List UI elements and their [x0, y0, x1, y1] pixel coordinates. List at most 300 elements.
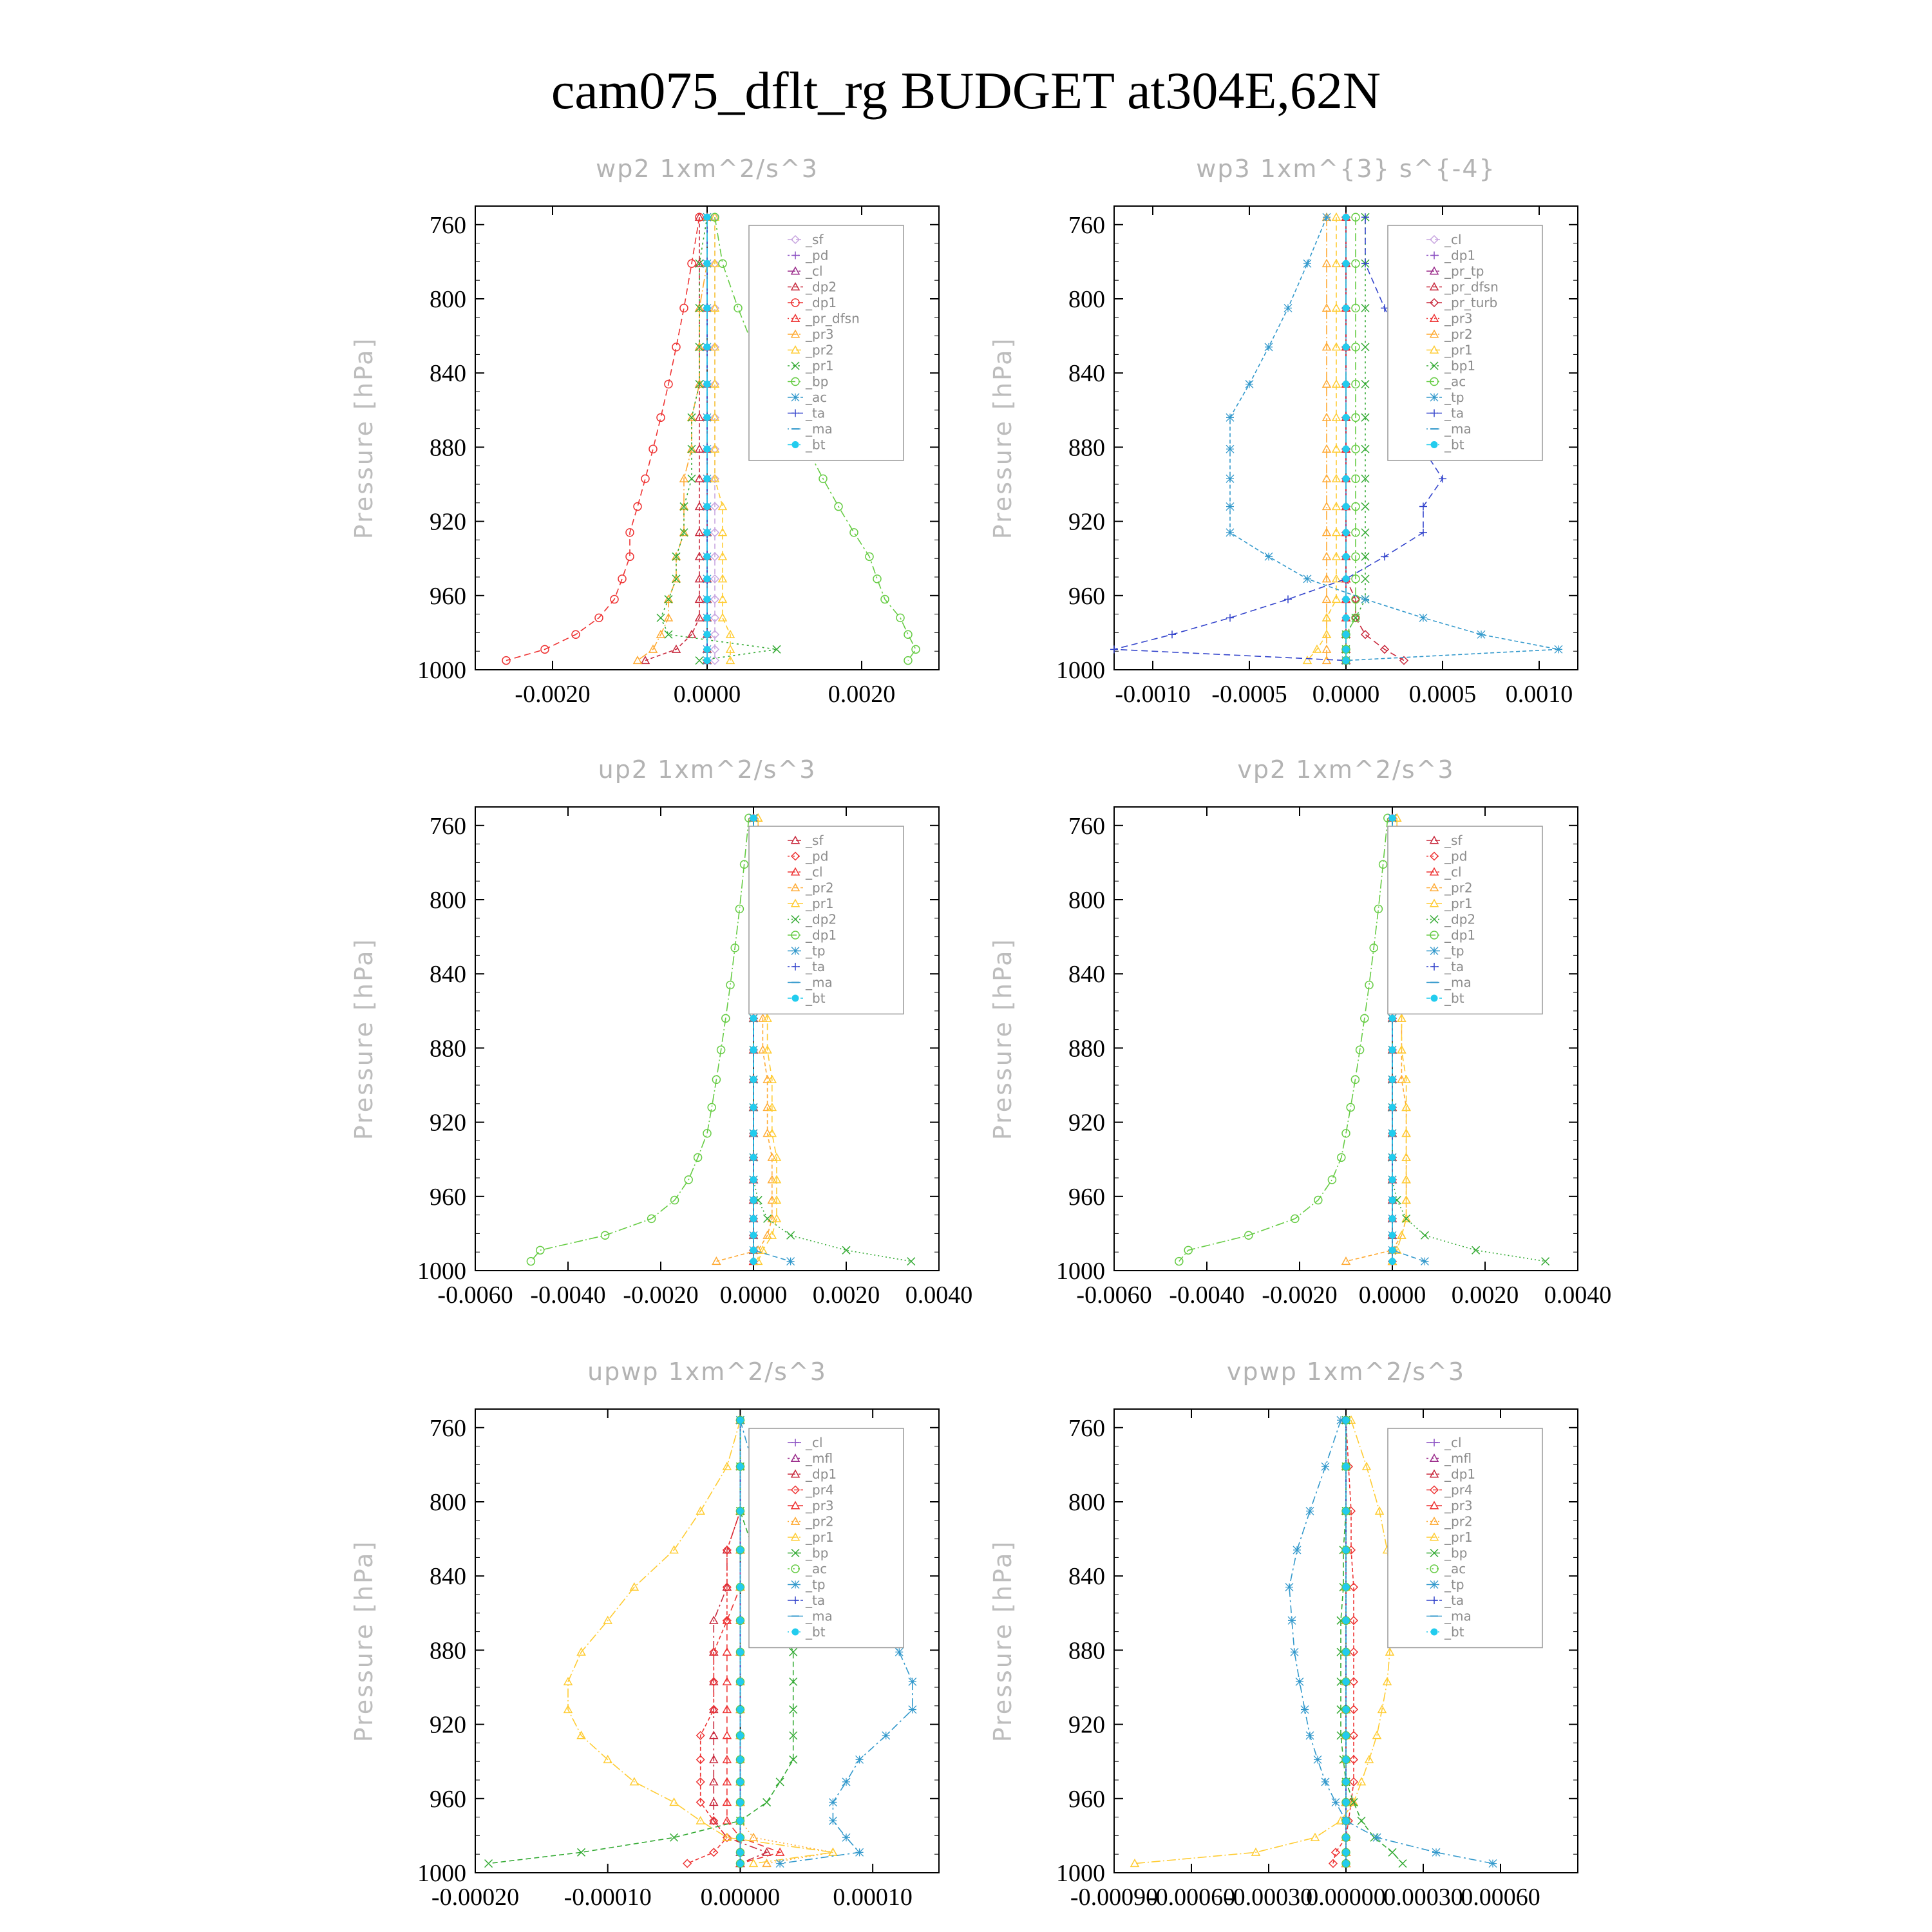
legend-label-ta: _ta: [806, 405, 826, 421]
legend-label-pr2: _pr2: [806, 342, 834, 358]
series-point-bt: [750, 1258, 757, 1265]
series-point-bt: [704, 529, 710, 536]
legend-label-cl: _cl: [806, 864, 823, 880]
series-point-bt: [704, 596, 710, 603]
x-tick-label: -0.00090: [1070, 1884, 1159, 1911]
x-tick-label: 0.00030: [1383, 1884, 1463, 1911]
panel-title: wp3 1xm^{3} s^{-4}: [1196, 155, 1496, 183]
series-point-bt: [737, 1779, 743, 1785]
series-point-bt: [1343, 414, 1349, 421]
legend-label-dp1: _dp1: [806, 1466, 837, 1482]
y-tick-label: 960: [430, 1785, 466, 1813]
series-point-bt: [1343, 475, 1349, 482]
series-point-bt: [737, 1417, 743, 1423]
legend-marker: [1430, 947, 1438, 955]
series-point-bt: [704, 214, 710, 220]
legend-label-pr-dfsn: _pr_dfsn: [1444, 279, 1499, 295]
x-tick-label: -0.0010: [1115, 681, 1191, 708]
legend-label-pd: _pd: [806, 848, 829, 864]
legend-label-ac: _ac: [806, 390, 828, 405]
series-point-bt: [1389, 1015, 1396, 1021]
series-point-tp: [1306, 1507, 1314, 1515]
series-point-bt: [1343, 260, 1349, 267]
x-tick-label: 0.00060: [1461, 1884, 1540, 1911]
legend-label-ma: _ma: [806, 974, 833, 990]
series-point-bt: [1343, 576, 1349, 582]
y-tick-label: 880: [1068, 434, 1105, 462]
legend-label-dp2: _dp2: [806, 911, 837, 927]
series-point-bt: [1389, 815, 1396, 821]
x-tick-label: 0.0010: [1505, 681, 1573, 708]
series-point-tp: [1555, 645, 1562, 653]
y-tick-label: 760: [430, 211, 466, 239]
legend-marker: [791, 947, 799, 955]
legend-label-bt: _bt: [1444, 1624, 1464, 1640]
series-point-bt: [1343, 1649, 1349, 1655]
legend: [749, 225, 904, 460]
series-point-bt: [1343, 1417, 1349, 1423]
x-tick-label: 0.0040: [1544, 1282, 1612, 1309]
y-tick-label: 1000: [1056, 1860, 1105, 1887]
series-point-tp: [1332, 1799, 1340, 1806]
series-point-tp: [1226, 503, 1234, 511]
series-point-bt: [750, 815, 757, 821]
series-point-tp: [909, 1706, 916, 1714]
x-tick-label: 0.0000: [673, 681, 741, 708]
series-point-bt: [737, 1756, 743, 1763]
series-point-bt: [1389, 1258, 1396, 1265]
legend-label-bp1: _bp1: [1444, 358, 1476, 374]
series-point-bt: [750, 1104, 757, 1111]
series-point-bt: [704, 305, 710, 311]
series-point-bt: [737, 1508, 743, 1514]
legend-label-pr3: _pr3: [1444, 1498, 1473, 1513]
series-point-bt: [1343, 305, 1349, 311]
series-point-bt: [1343, 1861, 1349, 1867]
legend-label-pr1: _pr1: [1444, 1530, 1473, 1545]
x-tick-label: 0.0020: [1451, 1282, 1519, 1309]
y-tick-label: 1000: [417, 1258, 466, 1285]
series-point-bt: [1343, 596, 1349, 603]
y-tick-label: 840: [430, 961, 466, 989]
y-tick-label: 800: [1068, 286, 1105, 313]
series-point-tp: [856, 1848, 864, 1856]
legend-label-pr-turb: _pr_turb: [1444, 295, 1498, 310]
series-point-tp: [1321, 1778, 1329, 1786]
x-tick-label: -0.0040: [530, 1282, 606, 1309]
y-tick-label: 920: [430, 1711, 466, 1739]
series-point-bt: [1343, 529, 1349, 536]
series-point-bt: [750, 1215, 757, 1222]
series-point-tp: [1303, 260, 1311, 267]
series-point-bt: [1343, 1799, 1349, 1806]
series-point-tp: [1288, 1616, 1296, 1624]
legend-label-pr3: _pr3: [1444, 310, 1473, 327]
legend-marker: [792, 1629, 799, 1635]
series-point-bt: [737, 1584, 743, 1590]
panel-title: up2 1xm^2/s^3: [598, 755, 817, 784]
legend-label-ma: _ma: [806, 1608, 833, 1624]
series-point-bt: [750, 1197, 757, 1204]
legend-marker: [1431, 1629, 1437, 1635]
y-tick-label: 920: [1068, 1711, 1105, 1739]
series-point-bt: [1389, 1247, 1396, 1253]
legend-marker: [791, 1581, 799, 1589]
legend-marker: [791, 393, 799, 401]
legend-label-bt: _bt: [806, 437, 826, 453]
series-point-tp: [1303, 575, 1311, 583]
x-tick-label: -0.00030: [1224, 1884, 1313, 1911]
series-point-tp: [1321, 1463, 1329, 1470]
legend-label-pr2: _pr2: [806, 880, 834, 896]
figure-title: cam075_dflt_rg BUDGET at304E,62N: [551, 61, 1381, 120]
legend-label-tp: _tp: [806, 943, 826, 959]
series-point-bt: [1343, 1547, 1349, 1553]
x-tick-label: -0.00060: [1147, 1884, 1236, 1911]
series-point-tp: [842, 1778, 850, 1786]
legend-label-mfl: _mfl: [1444, 1450, 1472, 1466]
series-point-bt: [1343, 1732, 1349, 1739]
legend-label-ta: _ta: [806, 959, 826, 974]
legend-label-cl: _cl: [1444, 232, 1462, 247]
y-tick-label: 800: [430, 1489, 466, 1516]
series-point-tp: [895, 1648, 903, 1656]
y-tick-label: 840: [1068, 1563, 1105, 1591]
series-point-bt: [1343, 1463, 1349, 1470]
series-point-tp: [1301, 1706, 1309, 1714]
series-point-tp: [1419, 614, 1427, 621]
y-tick-label: 1000: [1056, 1258, 1105, 1285]
series-point-tp: [1265, 553, 1273, 560]
series-point-bt: [1343, 1707, 1349, 1713]
series-point-bt: [1343, 1849, 1349, 1855]
legend-label-pr-dfsn: _pr_dfsn: [806, 310, 860, 327]
y-tick-label: 960: [1068, 582, 1105, 610]
legend-label-bp: _bp: [806, 374, 829, 390]
legend-label-dp1: _dp1: [1444, 247, 1476, 263]
series-point-bt: [704, 504, 710, 510]
series-point-tp: [1489, 1860, 1497, 1868]
x-tick-label: 0.00010: [833, 1884, 913, 1911]
y-tick-label: 880: [430, 1035, 466, 1063]
y-tick-label: 880: [430, 1637, 466, 1665]
series-point-bt: [1389, 1104, 1396, 1111]
y-tick-label: 880: [430, 434, 466, 462]
y-tick-label: 800: [1068, 1489, 1105, 1516]
series-point-tp: [1421, 1258, 1428, 1265]
y-tick-label: 760: [430, 1414, 466, 1442]
series-point-bt: [737, 1678, 743, 1685]
x-tick-label: -0.0060: [437, 1282, 513, 1309]
x-tick-label: 0.0020: [812, 1282, 880, 1309]
panel-title: wp2 1xm^2/s^3: [596, 155, 819, 183]
legend-label-bt: _bt: [806, 990, 826, 1006]
legend-label-bp: _bp: [1444, 1545, 1468, 1561]
series-point-bt: [737, 1834, 743, 1841]
series-point-bt: [737, 1817, 743, 1824]
x-tick-label: -0.0060: [1076, 1282, 1152, 1309]
series-point-bt: [1389, 1076, 1396, 1083]
legend-label-pr1: _pr1: [806, 1530, 834, 1545]
legend-label-ma: _ma: [1444, 421, 1472, 437]
series-point-bt: [737, 1547, 743, 1553]
y-tick-label: 920: [430, 1109, 466, 1137]
series-point-tp: [829, 1817, 837, 1824]
legend-label-pr-tp: _pr_tp: [1444, 263, 1484, 279]
series-point-bt: [750, 1177, 757, 1183]
series-point-bt: [1343, 381, 1349, 387]
series-point-tp: [842, 1833, 850, 1841]
panel-title: vp2 1xm^2/s^3: [1237, 755, 1455, 784]
series-point-bt: [750, 1247, 757, 1253]
x-tick-label: 0.0000: [1312, 681, 1380, 708]
series-point-bt: [737, 1463, 743, 1470]
y-tick-label: 760: [1068, 812, 1105, 840]
legend-label-dp1: _dp1: [1444, 927, 1476, 943]
legend-marker: [1430, 393, 1438, 401]
series-point-bt: [750, 1015, 757, 1021]
y-tick-label: 1000: [417, 1860, 466, 1887]
y-tick-label: 840: [430, 1563, 466, 1591]
series-point-bt: [750, 1046, 757, 1053]
series-point-bt: [1389, 1177, 1396, 1183]
legend-label-mfl: _mfl: [806, 1450, 833, 1466]
legend: [749, 826, 904, 1014]
legend-label-ma: _ma: [1444, 974, 1472, 990]
x-tick-label: -0.0005: [1211, 681, 1287, 708]
legend-label-dp2: _dp2: [1444, 911, 1476, 927]
series-point-bt: [1343, 658, 1349, 664]
y-tick-label: 880: [1068, 1035, 1105, 1063]
y-tick-label: 840: [1068, 360, 1105, 388]
series-point-bt: [1343, 344, 1349, 350]
series-point-tp: [1226, 413, 1234, 421]
legend-label-tp: _tp: [806, 1577, 826, 1593]
x-tick-label: 0.00000: [1306, 1884, 1386, 1911]
y-tick-label: 760: [1068, 1414, 1105, 1442]
series-point-bt: [1389, 1154, 1396, 1160]
x-tick-label: 0.0000: [719, 1282, 788, 1309]
y-tick-label: 840: [430, 360, 466, 388]
x-tick-label: -0.00010: [564, 1884, 652, 1911]
legend-label-ac: _ac: [806, 1561, 828, 1577]
series-point-bt: [1389, 1232, 1396, 1238]
y-tick-label: 960: [430, 1183, 466, 1211]
legend-label-sf: _sf: [806, 833, 824, 848]
series-point-bt: [704, 475, 710, 482]
series-point-bt: [1343, 631, 1349, 638]
legend-label-dp1: _dp1: [806, 927, 837, 943]
series-point-bt: [704, 658, 710, 664]
legend-label-ta: _ta: [1444, 405, 1464, 421]
series-point-tp: [1245, 380, 1253, 388]
series-point-bt: [737, 1799, 743, 1806]
series-point-tp: [1361, 596, 1369, 603]
legend-label-pr3: _pr3: [806, 327, 834, 342]
y-axis-label: Pressure [hPa]: [350, 336, 378, 540]
legend-label-dp2: _dp2: [806, 279, 837, 295]
y-axis-label: Pressure [hPa]: [989, 1539, 1017, 1743]
legend: [1388, 225, 1542, 460]
x-tick-label: -0.0040: [1169, 1282, 1245, 1309]
series-point-bt: [704, 446, 710, 452]
series-point-bt: [750, 1076, 757, 1083]
legend-label-cl: _cl: [1444, 864, 1462, 880]
legend: [1388, 1428, 1542, 1648]
series-point-bt: [704, 631, 710, 638]
series-point-bt: [750, 1232, 757, 1238]
series-point-tp: [1226, 529, 1234, 536]
series-point-tp: [856, 1756, 864, 1763]
legend-label-tp: _tp: [1444, 390, 1464, 405]
x-tick-label: 0.0040: [905, 1282, 973, 1309]
legend: [1388, 826, 1542, 1014]
series-point-bt: [737, 1849, 743, 1855]
y-tick-label: 1000: [417, 657, 466, 684]
legend-label-bt: _bt: [1444, 437, 1464, 453]
y-tick-label: 960: [430, 582, 466, 610]
series-point-bt: [1343, 504, 1349, 510]
series-point-bt: [704, 260, 710, 267]
series-point-bt: [750, 1154, 757, 1160]
legend-label-pr1: _pr1: [1444, 896, 1473, 911]
series-point-bt: [1343, 1678, 1349, 1685]
legend-label-cl: _cl: [1444, 1435, 1462, 1450]
legend-label-tp: _tp: [1444, 943, 1464, 959]
series-point-tp: [787, 1258, 795, 1265]
series-point-bt: [1343, 614, 1349, 621]
y-tick-label: 920: [1068, 508, 1105, 536]
legend-label-pr1: _pr1: [806, 896, 834, 911]
legend-label-ac: _ac: [1444, 374, 1466, 390]
legend-label-ta: _ta: [1444, 1593, 1464, 1608]
x-tick-label: -0.0020: [1262, 1282, 1338, 1309]
legend-marker: [1431, 995, 1437, 1001]
y-tick-label: 800: [1068, 887, 1105, 914]
series-point-tp: [1291, 1648, 1298, 1656]
series-point-tp: [1477, 630, 1485, 638]
legend-label-pd: _pd: [1444, 848, 1468, 864]
y-tick-label: 960: [1068, 1785, 1105, 1813]
series-point-bt: [737, 1707, 743, 1713]
legend: [749, 1428, 904, 1648]
series-point-bt: [704, 614, 710, 621]
series-point-bt: [1343, 1756, 1349, 1763]
legend-label-pr2: _pr2: [1444, 880, 1473, 896]
series-point-tp: [1296, 1678, 1303, 1685]
legend-label-pr2: _pr2: [806, 1513, 834, 1530]
series-point-tp: [1265, 343, 1273, 351]
series-point-bt: [1343, 553, 1349, 560]
legend-label-ac: _ac: [1444, 1561, 1466, 1577]
x-tick-label: 0.00000: [700, 1884, 781, 1911]
series-point-bt: [750, 1130, 757, 1137]
series-point-bt: [1389, 1130, 1396, 1137]
legend-label-dp1: _dp1: [1444, 1466, 1476, 1482]
x-tick-label: -0.00020: [431, 1884, 520, 1911]
series-point-bt: [1343, 1508, 1349, 1514]
series-point-tp: [1285, 1583, 1293, 1591]
series-point-tp: [1373, 1833, 1381, 1841]
series-point-bt: [737, 1649, 743, 1655]
series-point-tp: [776, 1860, 784, 1868]
y-tick-label: 800: [430, 286, 466, 313]
legend-marker: [792, 995, 799, 1001]
series-point-tp: [1226, 445, 1234, 453]
series-point-bt: [704, 381, 710, 387]
series-point-bt: [1343, 1834, 1349, 1841]
legend-label-pd: _pd: [806, 247, 829, 263]
series-point-tp: [829, 1799, 837, 1806]
legend-label-cl: _cl: [806, 1435, 823, 1450]
x-tick-label: -0.0020: [623, 1282, 699, 1309]
series-point-bt: [704, 646, 710, 652]
legend-label-bt: _bt: [806, 1624, 826, 1640]
legend-label-pr2: _pr2: [1444, 327, 1473, 342]
legend-label-bt: _bt: [1444, 990, 1464, 1006]
panel-title: upwp 1xm^2/s^3: [587, 1358, 827, 1386]
series-point-tp: [1293, 1546, 1301, 1554]
legend-marker: [1430, 1581, 1438, 1589]
y-axis-label: Pressure [hPa]: [350, 1539, 378, 1743]
series-point-tp: [909, 1678, 916, 1685]
series-point-bt: [1389, 1215, 1396, 1222]
legend-label-ma: _ma: [1444, 1608, 1472, 1624]
y-tick-label: 840: [1068, 961, 1105, 989]
legend-label-pr3: _pr3: [806, 1498, 834, 1513]
series-point-tp: [1432, 1848, 1440, 1856]
y-axis-label: Pressure [hPa]: [989, 336, 1017, 540]
legend-label-cl: _cl: [806, 263, 823, 279]
legend-label-dp1: _dp1: [806, 295, 837, 310]
y-tick-label: 920: [1068, 1109, 1105, 1137]
y-axis-label: Pressure [hPa]: [989, 937, 1017, 1141]
series-point-tp: [1323, 213, 1331, 221]
series-point-tp: [1314, 1756, 1321, 1763]
legend-label-pr4: _pr4: [1444, 1482, 1473, 1498]
x-tick-label: 0.0000: [1358, 1282, 1426, 1309]
series-point-bt: [1343, 1817, 1349, 1824]
series-point-bt: [1343, 1617, 1349, 1624]
legend-label-sf: _sf: [806, 232, 824, 247]
legend-label-bp: _bp: [806, 1545, 829, 1561]
legend-label-ta: _ta: [1444, 959, 1464, 974]
series-point-tp: [1306, 1732, 1314, 1739]
series-point-bt: [1343, 446, 1349, 452]
series-point-bt: [1343, 1584, 1349, 1590]
y-tick-label: 800: [430, 887, 466, 914]
series-point-bt: [1343, 1779, 1349, 1785]
series-point-bt: [1389, 1046, 1396, 1053]
y-tick-label: 880: [1068, 1637, 1105, 1665]
legend-label-ta: _ta: [806, 1593, 826, 1608]
y-tick-label: 760: [430, 812, 466, 840]
legend-label-pr1: _pr1: [1444, 342, 1473, 358]
series-point-bt: [704, 414, 710, 421]
series-point-bt: [704, 576, 710, 582]
series-point-bt: [1389, 1197, 1396, 1204]
legend-label-sf: _sf: [1444, 833, 1463, 848]
series-point-tp: [1284, 304, 1292, 312]
series-point-bt: [737, 1861, 743, 1867]
series-point-tp: [1226, 475, 1234, 482]
legend-label-ma: _ma: [806, 421, 833, 437]
series-point-bt: [704, 553, 710, 560]
y-axis-label: Pressure [hPa]: [350, 937, 378, 1141]
legend-label-pr2: _pr2: [1444, 1513, 1473, 1530]
panel-title: vpwp 1xm^2/s^3: [1226, 1358, 1466, 1386]
y-tick-label: 960: [1068, 1183, 1105, 1211]
